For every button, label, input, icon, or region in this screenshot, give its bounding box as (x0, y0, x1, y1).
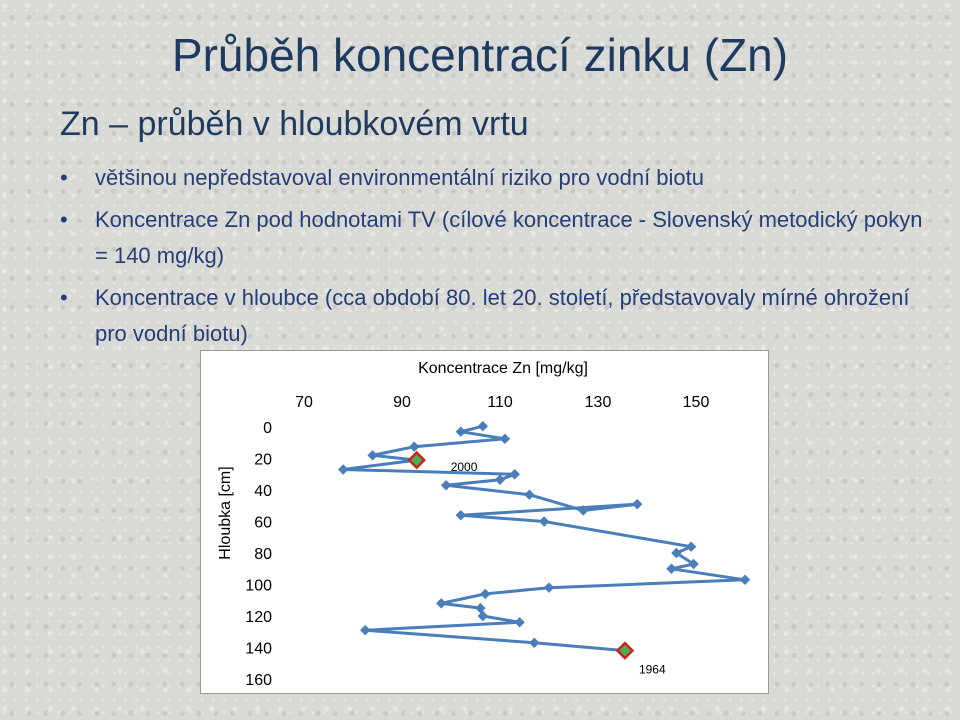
depth-profile-chart (201, 351, 768, 693)
marker-label-1964: 1964 (638, 662, 666, 677)
x-tick-label: 90 (393, 394, 411, 411)
chart-area (200, 350, 769, 694)
y-axis-label: Hloubka [cm] (217, 466, 234, 560)
bullet-item: • většinou nepředstavoval environmentální riziko pro vodní biotu (60, 160, 930, 196)
data-point (496, 475, 505, 484)
data-point (437, 599, 446, 608)
data-point (339, 465, 348, 474)
data-point (361, 626, 370, 635)
data-point (478, 612, 487, 621)
data-point (481, 589, 490, 598)
bullet-list (60, 160, 930, 358)
data-point (510, 470, 519, 479)
slide-subtitle: Zn – průběh v hloubkovém vrtu (60, 105, 529, 143)
highlight-marker-2000 (409, 453, 424, 468)
data-point (410, 442, 419, 451)
y-tick-label: 60 (254, 514, 272, 532)
x-tick-labels (295, 394, 709, 411)
data-point (667, 564, 676, 573)
y-tick-label: 40 (254, 483, 272, 500)
slide-title: Průběh koncentrací zinku (Zn) (171, 29, 789, 81)
y-tick-label: 140 (245, 640, 272, 658)
x-tick-label: 130 (584, 394, 612, 411)
y-tick-label: 160 (245, 672, 272, 689)
y-tick-label: 120 (245, 609, 272, 626)
data-point (478, 422, 487, 431)
y-tick-label: 20 (254, 451, 272, 469)
series-layer (339, 422, 750, 655)
data-point (545, 583, 554, 592)
y-tick-label: 0 (263, 420, 272, 437)
data-point (525, 490, 534, 499)
y-tick-label: 80 (254, 546, 272, 563)
data-point (515, 618, 524, 627)
data-point (442, 481, 451, 490)
series-line (343, 426, 745, 650)
bullet-item: • Koncentrace Zn pod hodnotami TV (cílové koncentrace - Slovenský metodický pokyn = 140 mg/kg) (60, 202, 930, 274)
x-tick-label: 150 (682, 394, 710, 411)
x-tick-label: 110 (487, 394, 513, 411)
data-point (530, 638, 539, 647)
data-point (456, 427, 465, 436)
chart-title: Koncentrace Zn [mg/kg] (418, 360, 588, 377)
x-tick-label: 70 (295, 394, 313, 411)
data-point (633, 500, 642, 509)
y-tick-labels (245, 420, 272, 689)
data-point (540, 517, 549, 526)
data-point (476, 604, 485, 613)
marker-label-2000: 2000 (450, 460, 478, 475)
highlight-marker-1964 (617, 643, 632, 658)
data-point (687, 542, 696, 551)
data-point (456, 511, 465, 520)
data-point (500, 434, 509, 443)
y-tick-label: 100 (245, 577, 272, 595)
data-point (741, 575, 750, 584)
bullet-item: • Koncentrace v hloubce (cca období 80. let 20. století, představovaly mírné ohrožení pro vodní biotu) (60, 280, 930, 352)
data-point (368, 451, 377, 460)
